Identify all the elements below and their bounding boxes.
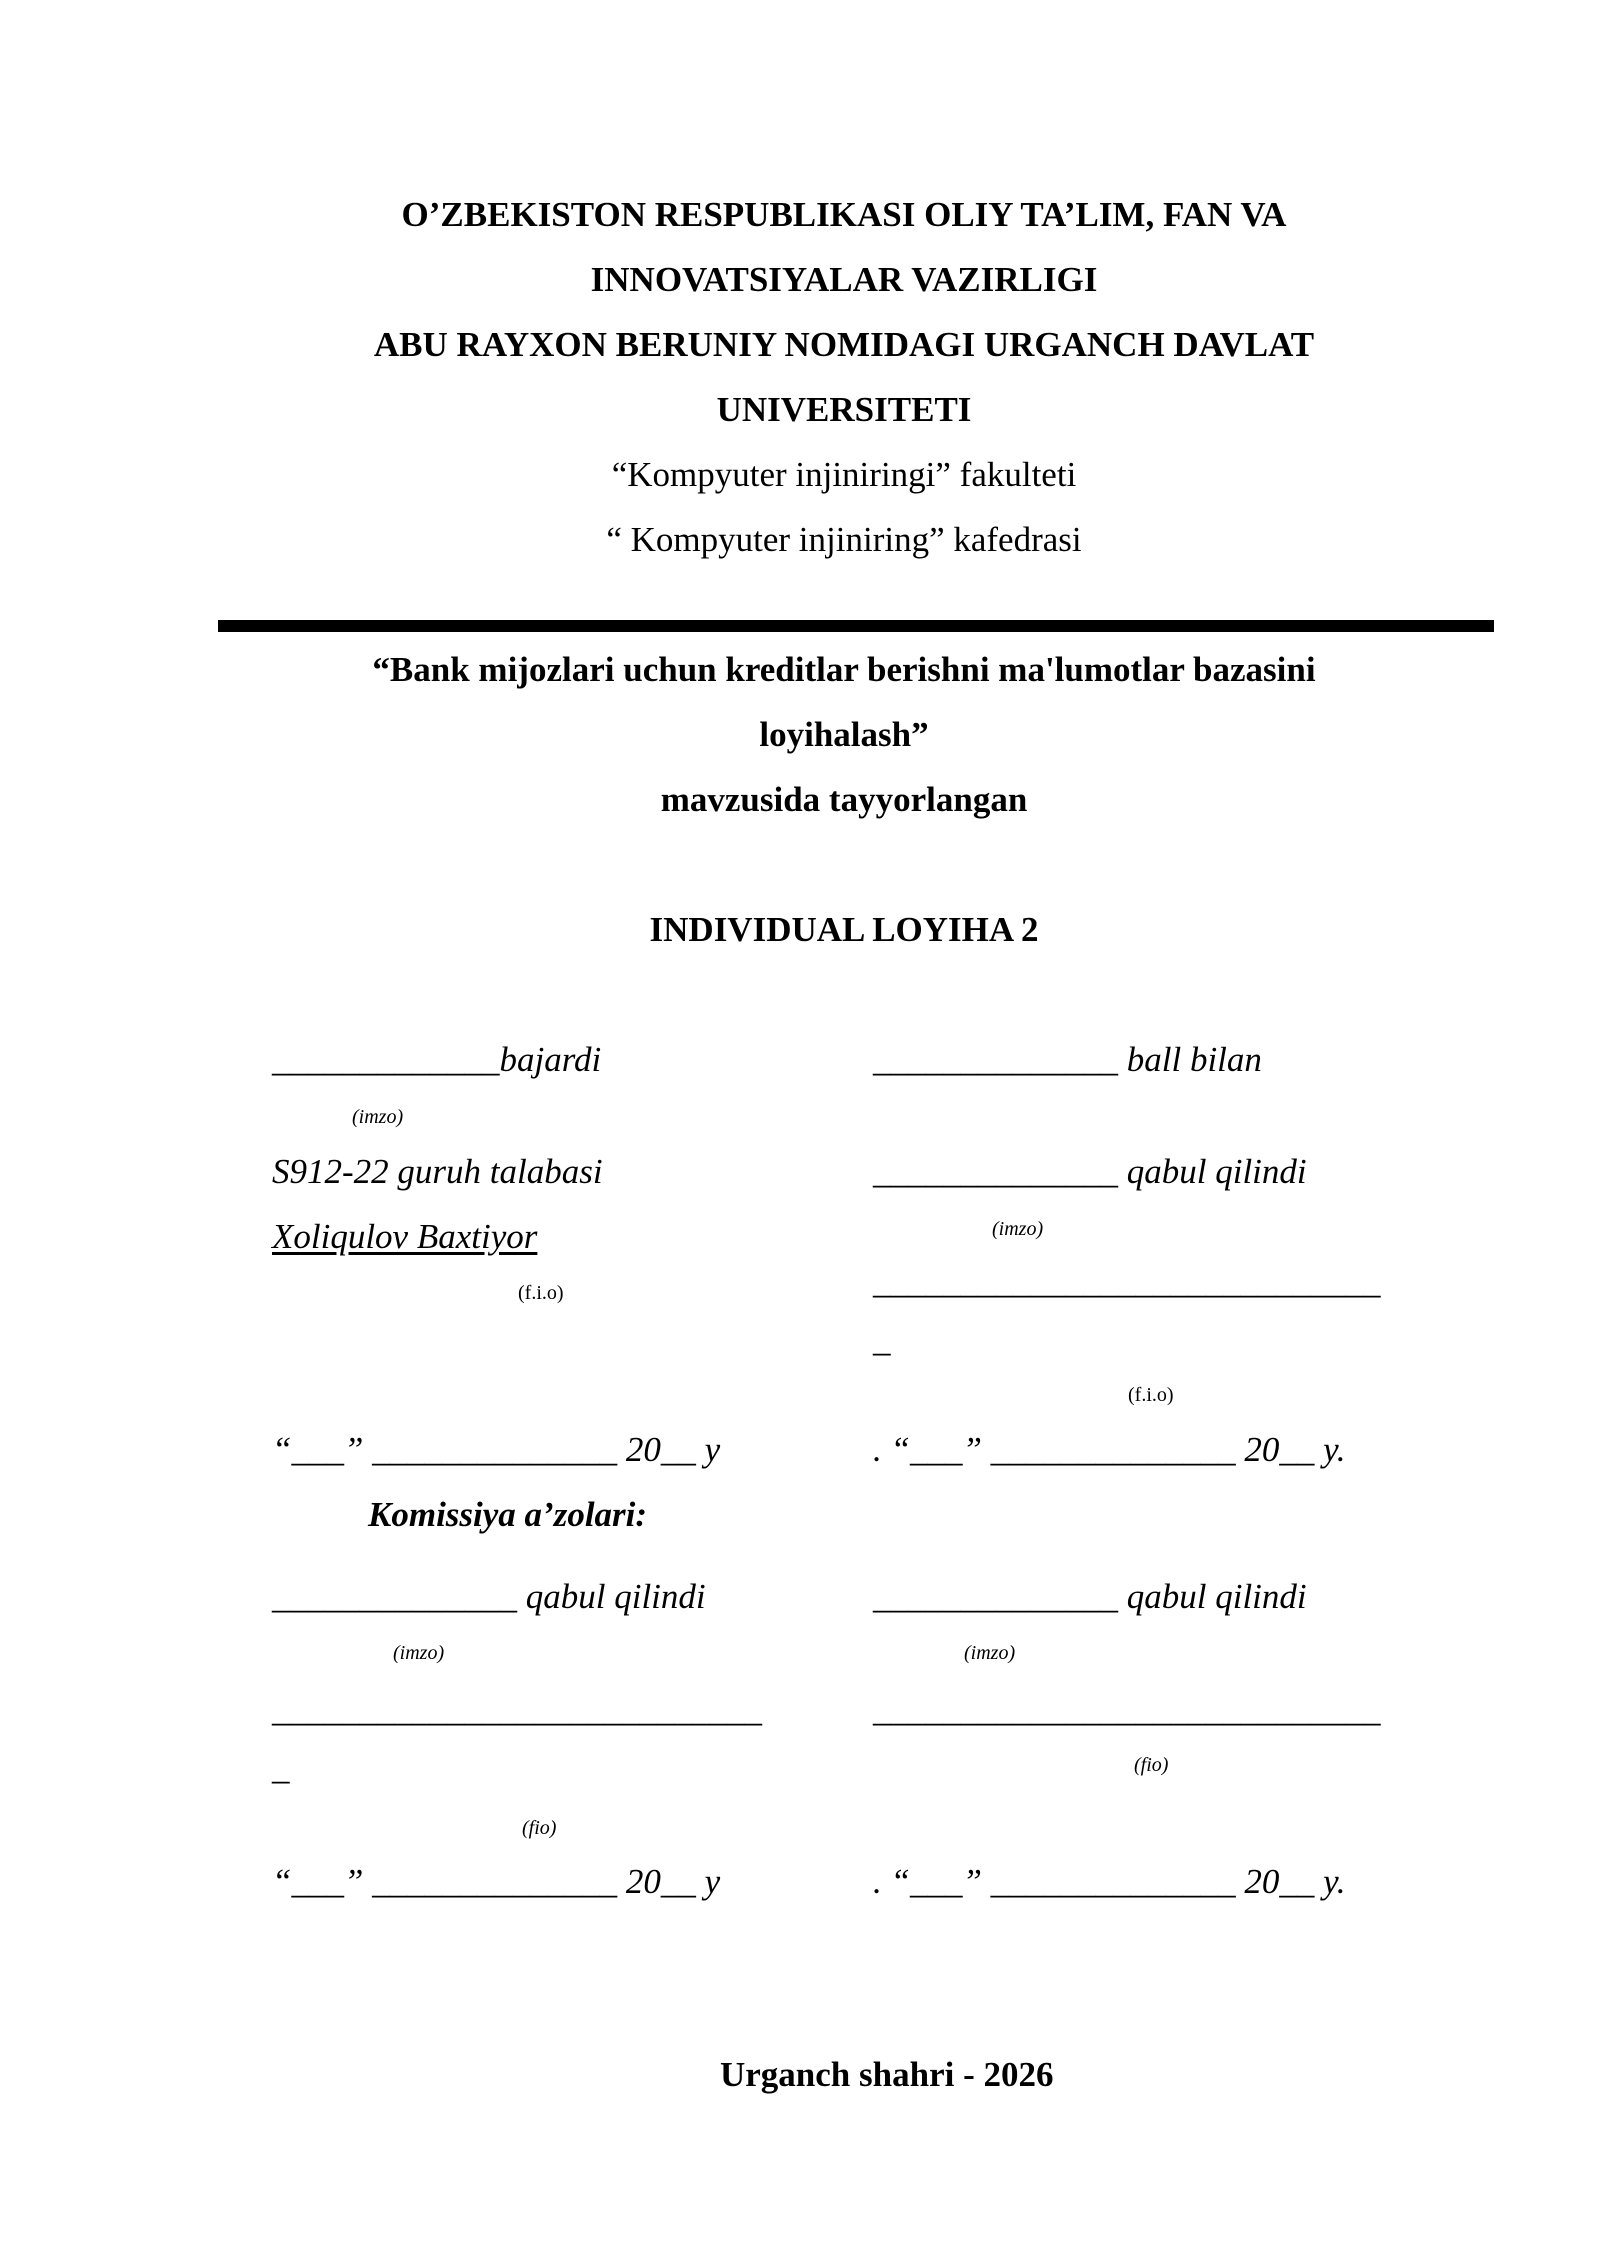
topic-line3: mavzusida tayyorlangan [660,780,1028,819]
commission-left-date-line: “___” ______________ 20__ y [272,1862,721,1901]
university-title-line2: UNIVERSITETI [716,390,972,429]
commission-left-fio-line-tail: _ [272,1748,290,1787]
commission-left-imzo-caption: (imzo) [393,1642,445,1664]
ministry-title-line1: O’ZBEKISTON RESPUBLIKASI OLIY TA’LIM, FAN VA [401,195,1287,234]
commission-title: Komissiya a’zolari: [368,1495,648,1534]
commission-right-imzo-caption: (imzo) [964,1642,1016,1664]
commission-right-date-line: . “___” ______________ 20__ y. [873,1862,1346,1901]
commission-right-fio-line: _____________________________ [873,1690,1381,1729]
university-title-line1: ABU RAYXON BERUNIY NOMIDAGI URGANCH DAVLAT [373,325,1315,364]
topic-line1: “Bank mijozlari uchun kreditlar berishni ma'lumotlar bazasini [372,650,1316,689]
ministry-title-line2: INNOVATSIYALAR VAZIRLIGI [590,260,1098,299]
right-fio-line: _____________________________ [873,1262,1381,1301]
topic-line2: loyihalash” [759,715,929,754]
faculty-name: “Kompyuter injiniringi” fakulteti [611,455,1077,494]
commission-right-qabul-line: ______________ qabul qilindi [873,1577,1307,1616]
right-fio-caption: (f.i.o) [1128,1384,1174,1406]
student-name: Xoliqulov Baxtiyor [272,1217,538,1256]
commission-left-qabul-line: ______________ qabul qilindi [272,1577,706,1616]
commission-left-fio-caption: (fio) [522,1817,557,1839]
project-title: INDIVIDUAL LOYIHA 2 [649,910,1039,949]
commission-left-fio-line: ____________________________ [272,1690,762,1729]
right-imzo-caption: (imzo) [992,1218,1044,1240]
right-date-line: . “___” ______________ 20__ y. [873,1430,1346,1469]
bajardi-signature-line: _____________bajardi [272,1040,602,1079]
left-date-line: “___” ______________ 20__ y [272,1430,721,1469]
right-qabul-line: ______________ qabul qilindi [873,1152,1307,1191]
left-fio-caption: (f.i.o) [518,1282,564,1304]
department-name: “ Kompyuter injiniring” kafedrasi [606,520,1082,559]
ball-signature-line: ______________ ball bilan [873,1040,1262,1079]
header-divider [218,620,1494,632]
commission-right-fio-caption: (fio) [1134,1754,1169,1776]
left-imzo-caption: (imzo) [352,1106,404,1128]
right-fio-line-tail: _ [873,1320,891,1359]
city-year-footer: Urganch shahri - 2026 [720,2055,1054,2094]
student-group: S912-22 guruh talabasi [272,1152,603,1191]
